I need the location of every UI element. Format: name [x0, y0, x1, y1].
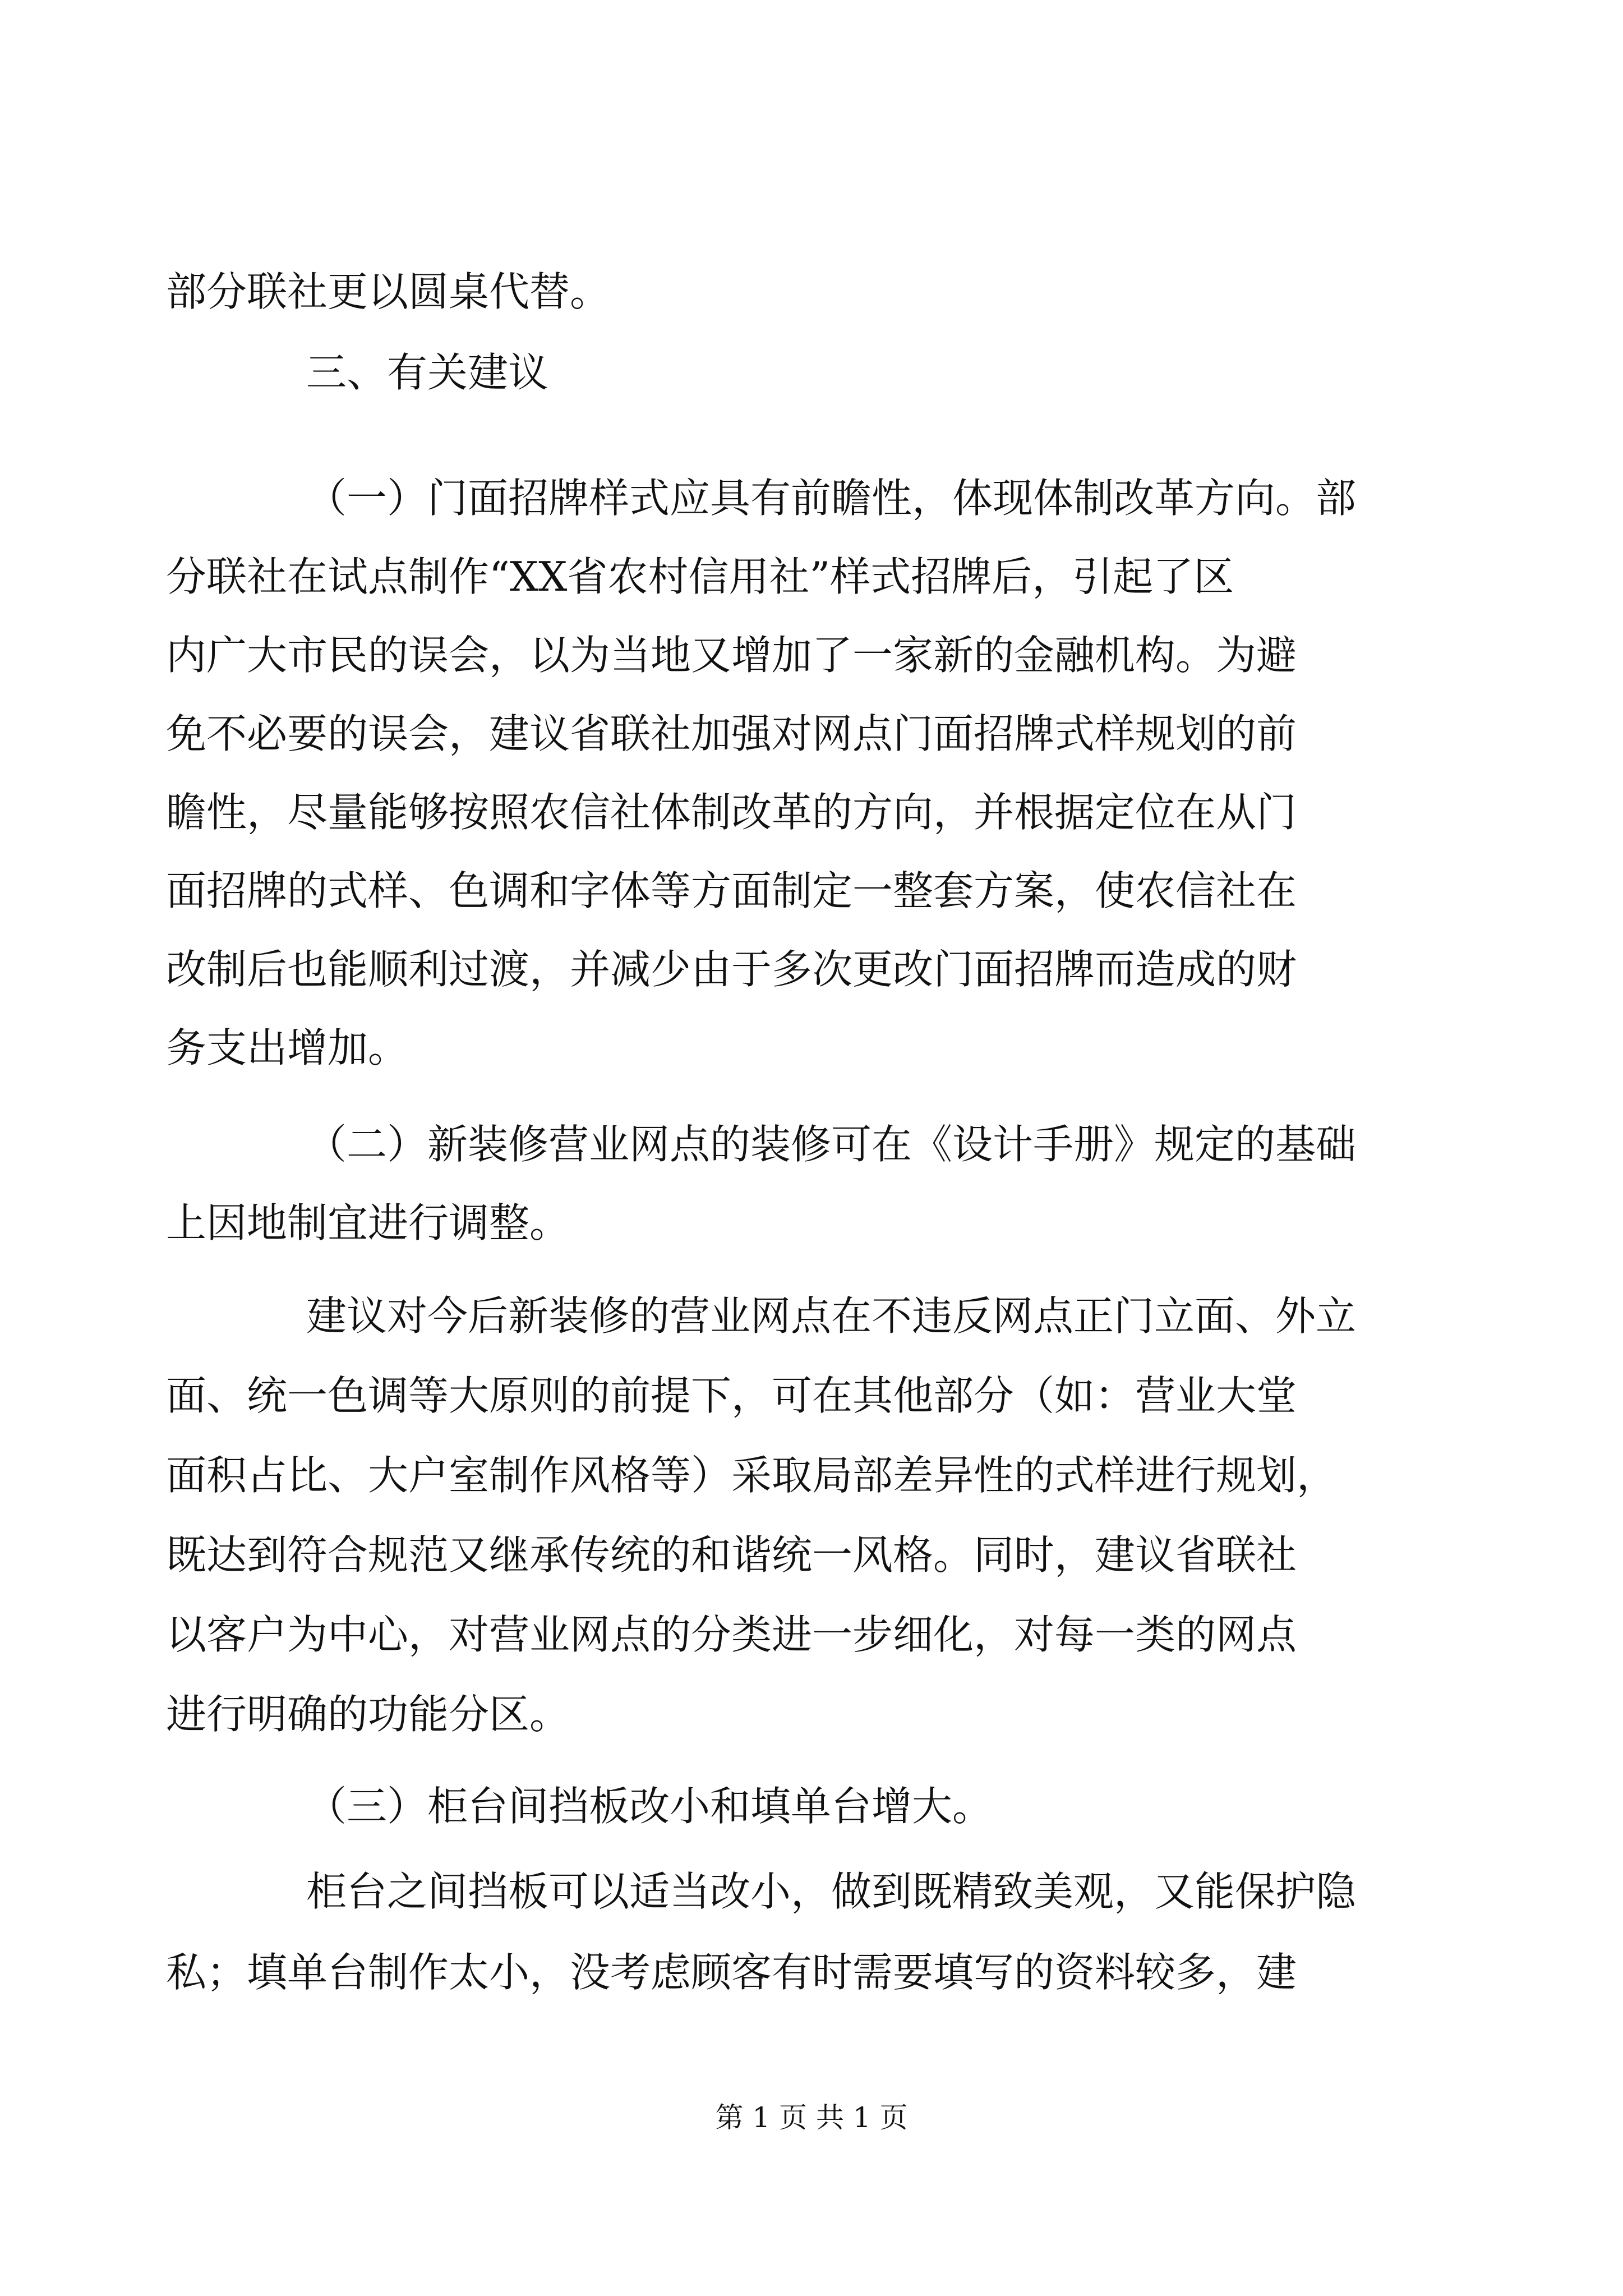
text-line: 以客户为中心，对营业网点的分类进一步细化，对每一类的网点	[166, 1611, 1297, 1658]
text-line: 分联社在试点制作“XX省农村信用社”样式招牌后，引起了区	[166, 553, 1234, 600]
text-line: 面、统一色调等大原则的前提下，可在其他部分（如：营业大堂	[166, 1372, 1297, 1419]
text-line: 既达到符合规范又继承传统的和谐统一风格。同时，建议省联社	[166, 1531, 1297, 1579]
text-line: 务支出增加。	[166, 1024, 409, 1071]
text-line: 进行明确的功能分区。	[166, 1691, 570, 1738]
text-line: 瞻性，尽量能够按照农信社体制改革的方向，并根据定位在从门	[166, 789, 1297, 836]
text-line: 私；填单台制作太小，没考虑顾客有时需要填写的资料较多，建	[166, 1949, 1297, 1996]
text-line: 部分联社更以圆桌代替。	[166, 268, 611, 315]
text-line: 面招牌的式样、色调和字体等方面制定一整套方案，使农信社在	[166, 867, 1297, 914]
text-line: 上因地制宜进行调整。	[166, 1199, 570, 1246]
text-line: 内广大市民的误会，以为当地又增加了一家新的金融机构。为避	[166, 632, 1297, 679]
section-heading: 三、有关建议	[306, 349, 549, 396]
subheading-line: （三）柜台间挡板改小和填单台增大。	[306, 1783, 993, 1830]
text-line: 建议对今后新装修的营业网点在不违反网点正门立面、外立	[306, 1292, 1357, 1340]
text-line: 柜台之间挡板可以适当改小，做到既精致美观，又能保护隐	[306, 1868, 1357, 1915]
page-footer: 第 1 页 共 1 页	[715, 2101, 908, 2134]
subheading-line: （二）新装修营业网点的装修可在《设计手册》规定的基础	[306, 1121, 1357, 1168]
text-line: 免不必要的误会，建议省联社加强对网点门面招牌式样规划的前	[166, 710, 1297, 757]
subheading-line: （一）门面招牌样式应具有前瞻性，体现体制改革方向。部	[306, 475, 1357, 522]
text-line: 面积占比、大户室制作风格等）采取局部差异性的式样进行规划，	[166, 1452, 1338, 1499]
text-line: 改制后也能顺利过渡，并减少由于多次更改门面招牌而造成的财	[166, 946, 1297, 993]
